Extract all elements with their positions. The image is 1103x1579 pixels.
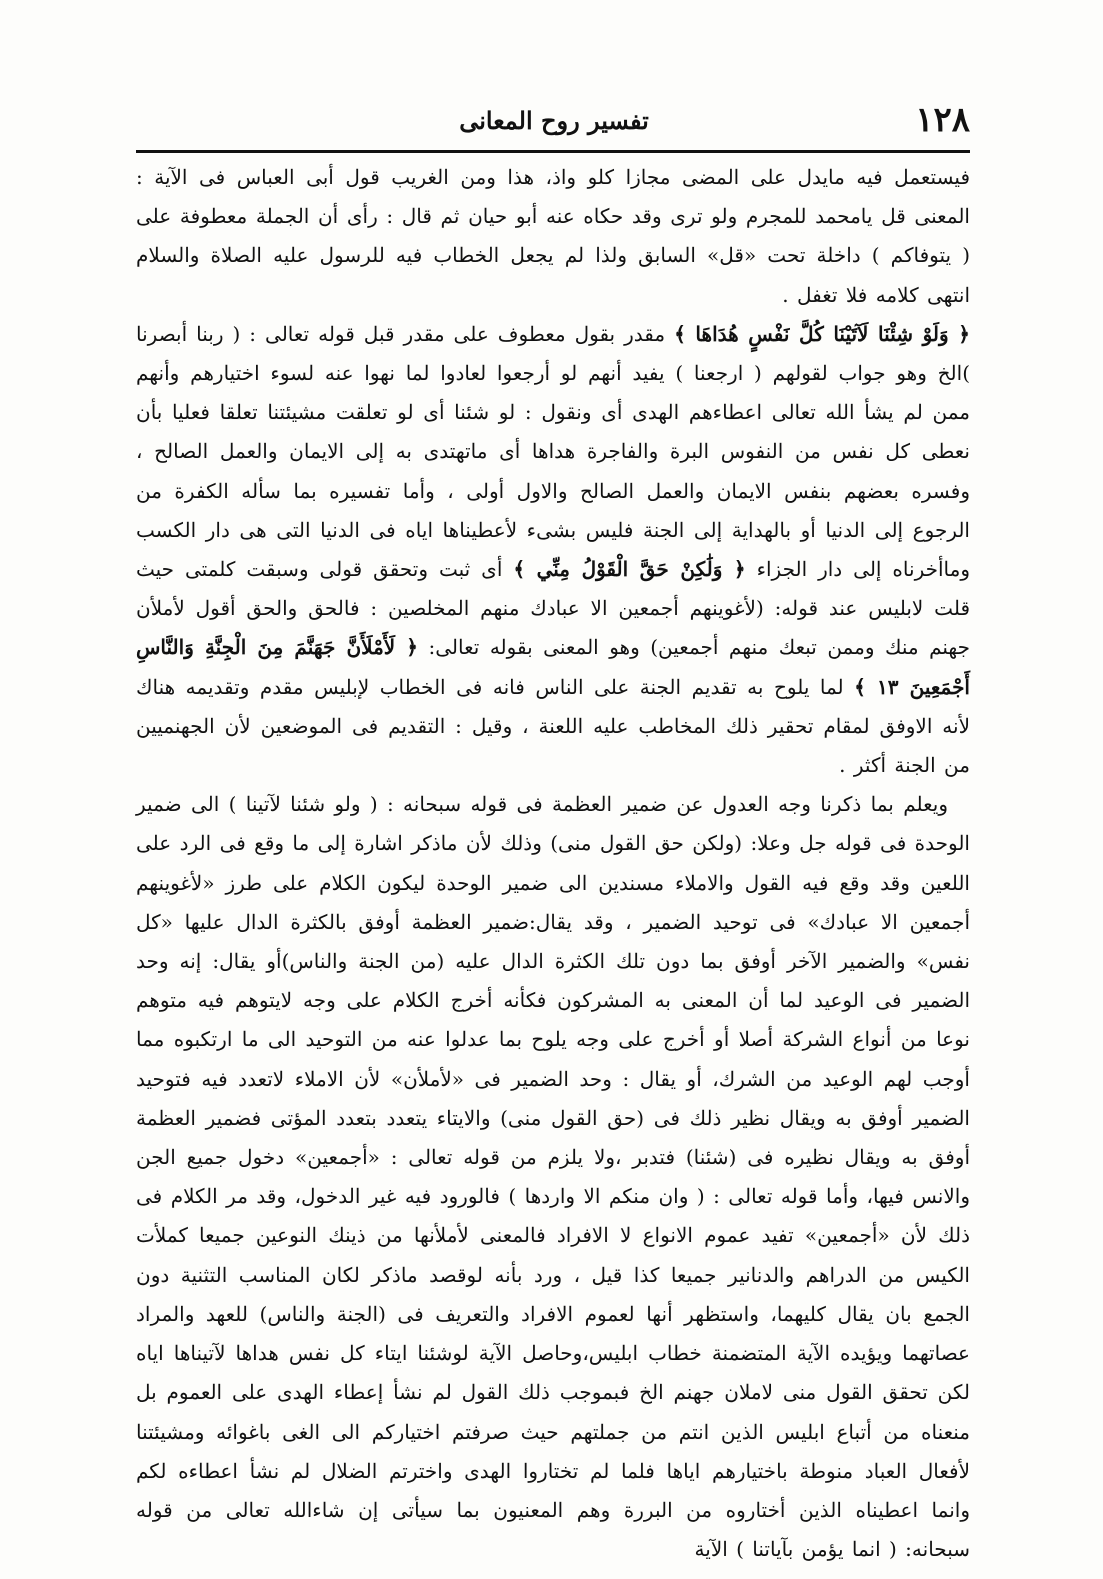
commentary-text: ويعلم بما ذكرنا وجه العدول عن ضمير العظمة فى قوله سبحانه : ( ولو شئنا لآتينا ) الى ضمير الوحدة فى قوله جل وعلا: (ولكن حق القول منى) وذلك لأن ماذكر اشارة إلى ما وقع فى الرد على اللعين وقد وقع فيه القول والاملاء مسندين الى ضمير الوحدة ليكون الكلام على طرز «لأغوينهم أجمعين الا عبادك» فى توحيد الضمير ، وقد يقال:ضمير العظمة أوفق بالكثرة الدال عليها «كل نفس» والضمير الآخر أوفق بما دون تلك الكثرة الدال عليه (من الجنة والناس)أو يقال: إنه وحد الضمير فى الوعيد لما أن المعنى به المشركون فكأنه أخرج الكلام على وجه لايتوهم فيه متوهم نوعا من أنواع الشركة أصلا أو أخرج على وجه يلوح بما عدلوا عنه من التوحيد الى ما ارتكبوه مما أوجب لهم الوعيد من الشرك، أو يقال : وحد الضمير فى «لأملأن» لأن الاملاء لاتعدد فيه فتوحيد الضمير أوفق به ويقال نظير ذلك فى (حق القول منى) والايتاء يتعدد بتعدد المؤتى فضمير العظمة أوفق به ويقال نظيره فى (شئنا) فتدبر ،ولا يلزم من قوله تعالى : «أجمعين» دخول جميع الجن والانس فيها، وأما قوله تعالى : ( وان منكم الا واردها ) فالورود فيه غير الدخول، وقد مر الكلام فى ذلك لأن «أجمعين» تفيد عموم الانواع لا الافراد فالمعنى لأملأنها من ذينك النوعين جميعا كملأت الكيس من الدراهم والدنانير جميعا كذا قيل ، ورد بأنه لوقصد ماذكر لكان المناسب التثنية دون الجمع بان يقال كليهما، واستظهر أنها لعموم الافراد والتعريف فى (الجنة والناس) للعهد والمراد عصاتهما ويؤيده الآية المتضمنة خطاب ابليس،وحاصل الآية لوشئنا ايتاء كل نفس هداها لآتيناها اياه لكن تحقق القول منى لاملان جهنم الخ فبموجب ذلك القول لم نشأ إعطاء الهدى على العموم بل منعناه من أتباع ابليس الذين انتم من جملتهم حيث صرفتم اختياركم الى الغى باغوائه ومشيئتنا لأفعال العباد منوطة باختيارهم اياها فلما لم تختاروا الهدى واخترتم الضلال لم نشأ اعطاءه لكم وانما اعطيناه الذين أختاروه من البررة وهم المعنيون بما سيأتى إن شاءالله تعالى من قوله سبحانه: ( انما يؤمن بآياتنا ) الآية <box>136 792 971 1562</box>
commentary-text: أى ثبت وتحقق قولى وسبقت كلمتى حيث قلت لابليس عند قوله: (لأغوينهم أجمعين الا عبادك منهم المخلصين : فالحق والحق أقول لأملأن جهنم منك وممن تبعك منهم أجمعين) وهو المعنى بقوله تعالى: <box>136 557 970 660</box>
quran-verse: ﴿ وَلَٰكِنْ حَقَّ الْقَوْلُ مِنِّي ﴾ <box>513 557 746 582</box>
page-header <box>138 100 970 150</box>
header-rule <box>136 150 970 153</box>
commentary-text: لما يلوح به تقديم الجنة على الناس فانه فى الخطاب لإبليس مقدم وتقديمه هناك لأنه الاوفق لمقام تحقير ذلك المخاطب عليه اللعنة ، وقيل : التقديم فى الموضعين لأن الجهنميين من الجنة أكثر . <box>136 674 970 778</box>
quran-verse: ﴿ وَلَوْ شِئْنَا لَآتَيْنَا كُلَّ نَفْسٍ هُدَاهَا ﴾ <box>674 321 970 346</box>
body-text <box>136 158 970 1569</box>
commentary-text: فيستعمل فيه مايدل على المضى مجازا كلو واذ، هذا ومن الغريب قول أبى العباس فى الآية : المعنى قل يامحمد للمجرم ولو ترى وقد حكاه عنه أبو حيان ثم قال : رأى أن الجملة معطوفة على ( يتوفاكم ) داخلة تحت «قل» السابق ولذا لم يجعل الخطاب فيه للرسول عليه الصلاة والسلام انتهى كلامه فلا تغفل . <box>136 165 970 307</box>
quran-verse: ﴿ لَأَمْلَأَنَّ جَهَنَّمَ مِنَ الْجِنَّةِ وَالنَّاسِ أَجْمَعِينَ ١٣ ﴾ <box>136 635 970 699</box>
running-title: تفسير روح المعانى <box>459 106 649 135</box>
paragraph <box>136 158 970 315</box>
page-number: ١٢٨ <box>915 100 970 140</box>
commentary-text: مقدر بقول معطوف على مقدر قبل قوله تعالى : ( ربنا أبصرنا )الخ وهو جواب لقولهم ( ارجعنا ) يفيد أنهم لو أرجعوا لعادوا لما نهوا عنه لسوء اختيارهم وأنهم ممن لم يشأ الله تعالى اعطاءهم الهدى أى ونقول : لو شئنا أى لو تعلقت مشيئتنا تعلقا فعليا بأن نعطى كل نفس من النفوس البرة والفاجرة هداها أى ماتهتدى به إلى الايمان والعمل الصالح ، وفسره بعضهم بنفس الايمان والعمل الصالح والاول أولى ، وأما تفسيره بما سأله الكفرة من الرجوع إلى الدنيا أو بالهداية إلى الجنة فليس بشىء لأعطيناها اياه فى الدنيا التى هى دار الكسب وماأخرناه إلى دار الجزاء <box>136 321 970 582</box>
paragraph <box>136 785 970 1569</box>
paragraph <box>136 315 970 785</box>
